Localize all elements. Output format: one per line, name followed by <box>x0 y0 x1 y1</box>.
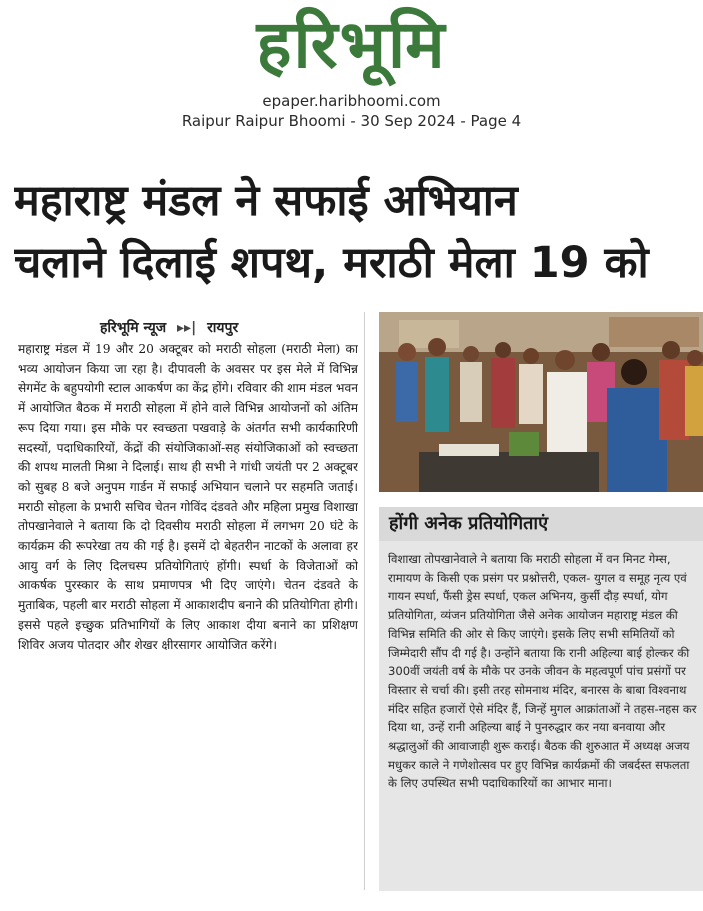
article-box <box>379 541 703 891</box>
subheading-bar <box>379 507 703 541</box>
masthead <box>0 0 703 138</box>
event-photo-illustration <box>379 312 703 492</box>
headline-line-2: चलाने दिलाई शपथ, मराठी मेला 19 को <box>14 238 649 288</box>
headline <box>14 170 698 294</box>
brand-logo: हरिभूमि <box>256 6 447 83</box>
byline <box>100 318 238 337</box>
headline-line-1: महाराष्ट्र मंडल ने सफाई अभियान <box>14 176 518 226</box>
article-box-text: विशाखा तोपखानेवाले ने बताया कि मराठी सोहला में वन मिनट गेम्स, रामायण के किसी एक प्रसंग पर प्रश्नोत्तरी, एकल- युगल व समूह नृत्य एवं गायन स्पर्धा, फैंसी ड्रेस स्पर्धा, एकल अभिनय, कुर्सी दौड़ स्पर्धा, योग प्रतियोगिता, व्यंजन प्रतियोगिता जैसे अनेक आयोजन महाराष्ट्र मंडल की विभिन्न समिति की ओर से किए जाएंगे। इसके लिए सभी समितियों को जिम्मेदारी सौंप दी गई है। उन्होंने बताया कि रानी अहिल्या बाई होल्कर की 300वीं जयंती वर्ष के मौके पर उनके जीवन के महत्वपूर्ण पांच प्रसंगों पर विस्तार से चर्चा की। इसी तरह सोमनाथ मंदिर, बनारस के बाबा विश्वनाथ मंदिर सहित हजारों ऐसे मंदिर हैं, जिन्हें मुगल आक्रांताओं ने तहस-नहस कर दिया था, उन्हें रानी अहिल्या बाई ने पुनरुद्धार कर नया बनवाया और श्रद्धालुओं की आवाजाही शुरू कराई। बैठक की शुरुआत में अध्यक्ष अजय मधुकर काले ने गणेशोत्सव पर हुए विभिन्न कार्यक्रमों की जबर्दस्त सफलता के लिए उपस्थित सभी पदाधिकारियों का आभार माना। <box>388 552 697 791</box>
byline-place: रायपुर <box>207 320 239 336</box>
epaper-url[interactable]: epaper.haribhoomi.com <box>262 92 441 110</box>
byline-source: हरिभूमि न्यूज <box>100 320 167 336</box>
column-divider <box>364 312 365 890</box>
edition-line: Raipur Raipur Bhoomi - 30 Sep 2024 - Page 4 <box>181 112 522 130</box>
article-body-left: महाराष्ट्र मंडल में 19 और 20 अक्टूबर को मराठी सोहला (मराठी मेला) का भव्य आयोजन किया जा रहा है। दीपावली के अवसर पर इस मेले में विभिन्न सेगमेंट के बहुपयोगी स्टाल आकर्षण का केंद्र होंगे। रविवार की शाम मंडल भवन में आयोजित बैठक में मराठी सोहला में होने वाले विभिन्न आयोजनों को अंतिम रूप दिया गया। इस मौके पर स्वच्छता पखवाड़े के अंतर्गत सभी कार्यकारिणी सदस्यों, पदाधिकारियों, केंद्रों की संयोजिकाओं-सह संयोजिकाओं को स्वच्छता की शपथ मालती मिश्रा ने दिलाई। साथ ही सभी ने गांधी जयंती पर 2 अक्टूबर को सुबह 8 बजे अनुपम गार्डन में सफाई अभियान चलाने पर सहमति जताई। मराठी सोहला के प्रभारी सचिव चेतन गोविंद दंडवते और महिला प्रमुख विशाखा तोपखानेवाले ने बताया कि दो दिवसीय मराठी सोहला में लगभग 20 घंटे के कार्यक्रम की रूपरेखा तय की गई है। इसमें दो बेहतरीन नाटकों के अलावा हर आयु वर्ग के लिए दिलचस्प प्रतियोगिताएं होंगी। स्पर्धा के विजेताओं को आकर्षक पुरस्कार के साथ प्रमाणपत्र भी दिए जाएंगे। चेतन दंडवते के मुताबिक, पहली बार मराठी सोहला में आकाशदीप बनाने की प्रतियोगिता होगी। इससे पहले इच्छुक प्रतिभागियों के लिए आकाश दीया बनाने का प्रशिक्षण शिविर अजय पोतदार और शेखर क्षीरसागर आयोजित करेंगे। <box>18 342 358 652</box>
event-photo <box>379 312 703 492</box>
subheading: होंगी अनेक प्रतियोगिताएं <box>389 513 549 534</box>
byline-arrows-icon: ▸▸| <box>177 320 197 336</box>
